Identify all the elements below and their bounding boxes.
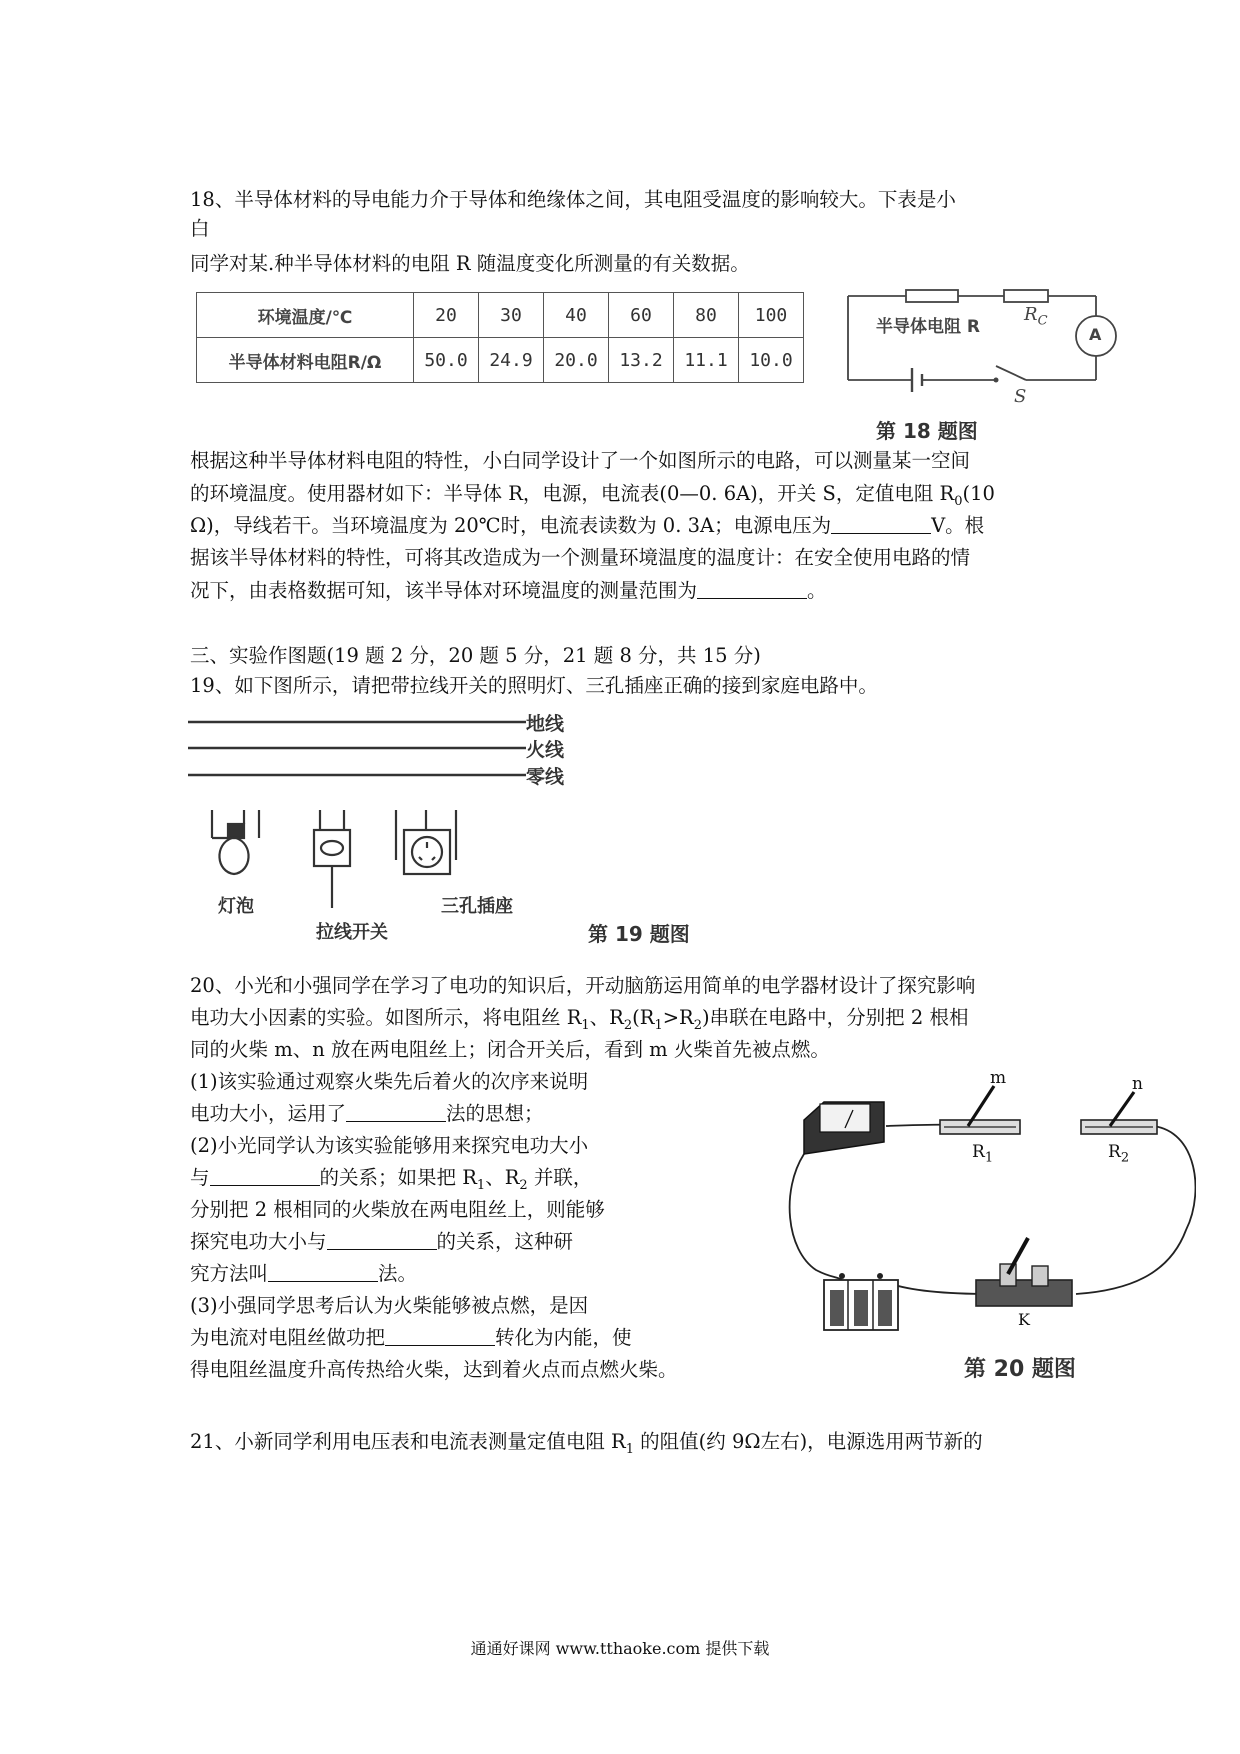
table-header-resistance: 半导体材料电阻R/Ω bbox=[197, 338, 414, 383]
q20-line3: 同的火柴 m、n 放在两电阻丝上；闭合开关后，看到 m 火柴首先被点燃。 bbox=[190, 1038, 830, 1061]
wire bbox=[790, 1154, 842, 1280]
q19-caption: 第 19 题图 bbox=[588, 922, 690, 946]
answer-blank-energy[interactable] bbox=[385, 1325, 495, 1346]
q21-line1: 21、小新同学利用电压表和电流表测量定值电阻 $R_1$ 的阻值(约 9Ω左右)，电源选用两节新的 bbox=[190, 1430, 983, 1457]
experiment-circuit-svg bbox=[776, 1080, 1196, 1340]
answer-blank-method[interactable] bbox=[346, 1101, 446, 1122]
r1-label: $R_1$ bbox=[972, 1142, 994, 1166]
q18-para2: 的环境温度。使用器材如下：半导体 R，电源，电流表(0—0. 6A)，开关 S，定值电阻 $R_0(10$ bbox=[190, 482, 995, 509]
knife-switch-icon bbox=[976, 1238, 1072, 1306]
table-cell: 100 bbox=[739, 293, 804, 338]
switch-label: S bbox=[1014, 386, 1027, 407]
table-cell: 20.0 bbox=[544, 338, 609, 383]
table-row bbox=[197, 338, 804, 383]
answer-blank-relation1[interactable] bbox=[210, 1165, 320, 1186]
table-cell: 13.2 bbox=[609, 338, 674, 383]
q20-circuit-figure bbox=[776, 1068, 1196, 1340]
ammeter-icon bbox=[804, 1102, 884, 1154]
q18-para4: 据该半导体材料的特性，可将其改造成为一个测量环境温度的温度计：在安全使用电路的情 bbox=[190, 546, 971, 569]
q18-line1: 18、半导体材料的导电能力介于导体和绝缘体之间，其电阻受温度的影响较大。下表是小 bbox=[190, 188, 956, 211]
pull-switch-label: 拉线开关 bbox=[316, 922, 388, 943]
battery-icon bbox=[824, 1273, 898, 1330]
table-row bbox=[197, 293, 804, 338]
table-cell: 11.1 bbox=[674, 338, 739, 383]
three-hole-socket-icon bbox=[396, 810, 456, 874]
q20-sub8: (3)小强同学思考后认为火柴能够被点燃，是因 bbox=[190, 1294, 589, 1317]
q18-circuit-figure bbox=[846, 282, 1136, 412]
table-cell: 60 bbox=[609, 293, 674, 338]
q20-sub4: 与 的关系；如果把 $R_1$、$R_2$ 并联， bbox=[190, 1166, 593, 1193]
socket-label: 三孔插座 bbox=[441, 896, 513, 917]
match-m-label: m bbox=[990, 1068, 1007, 1088]
table-header-temperature: 环境温度/℃ bbox=[197, 293, 414, 338]
table-cell: 80 bbox=[674, 293, 739, 338]
q20-sub1: (1)该实验通过观察火柴先后着火的次序来说明 bbox=[190, 1070, 589, 1093]
table-cell: 30 bbox=[479, 293, 544, 338]
q18-line2: 白 bbox=[190, 217, 210, 240]
q20-sub3: (2)小光同学认为该实验能够用来探究电功大小 bbox=[190, 1134, 589, 1157]
r2-label: $R_2$ bbox=[1108, 1142, 1130, 1166]
page-footer: 通通好课网 www.tthaoke.com 提供下载 bbox=[470, 1639, 770, 1658]
neutral-wire-label: 零线 bbox=[526, 766, 565, 788]
pull-switch-icon bbox=[314, 810, 350, 908]
q19-text: 19、如下图所示，请把带拉线开关的照明灯、三孔插座正确的接到家庭电路中。 bbox=[190, 674, 878, 697]
q18-para5: 况下，由表格数据可知，该半导体对环境温度的测量范围为 。 bbox=[190, 579, 827, 602]
table-cell: 20 bbox=[414, 293, 479, 338]
q20-caption: 第 20 题图 bbox=[964, 1357, 1076, 1382]
section3-title: 三、实验作图题(19 题 2 分，20 题 5 分，21 题 8 分，共 15 分) bbox=[190, 644, 761, 667]
match-n-label: n bbox=[1132, 1074, 1143, 1094]
q20-line2: 电功大小因素的实验。如图所示，将电阻丝 $R_1$、$R_2(R_1>R_2)$串联在电路中，分别把 2 根相 bbox=[190, 1006, 969, 1033]
table-cell: 10.0 bbox=[739, 338, 804, 383]
q18-para1: 根据这种半导体材料电阻的特性，小白同学设计了一个如图所示的电路，可以测量某一空间 bbox=[190, 449, 971, 472]
answer-blank-relation2[interactable] bbox=[327, 1229, 437, 1250]
bulb-label: 灯泡 bbox=[218, 896, 254, 917]
q20-sub10: 得电阻丝温度升高传热给火柴，达到着火点而点燃火柴。 bbox=[190, 1358, 678, 1381]
answer-blank-range[interactable] bbox=[697, 578, 807, 599]
q20-sub2: 电功大小，运用了 法的思想； bbox=[190, 1102, 544, 1125]
q20-sub9: 为电流对电阻丝做功把 转化为内能，使 bbox=[190, 1326, 632, 1349]
ammeter-icon: A bbox=[1089, 325, 1102, 344]
q20-sub6: 探究电功大小与 的关系，这种研 bbox=[190, 1230, 574, 1253]
q20-line1: 20、小光和小强同学在学习了电功的知识后，开动脑筋运用简单的电学器材设计了探究影响 bbox=[190, 974, 976, 997]
answer-blank-research-method[interactable] bbox=[268, 1261, 378, 1282]
table-cell: 40 bbox=[544, 293, 609, 338]
q19-wiring-figure bbox=[186, 712, 586, 952]
q18-caption: 第 18 题图 bbox=[876, 419, 978, 443]
q20-sub5: 分别把 2 根相同的火柴放在两电阻丝上，则能够 bbox=[190, 1198, 605, 1221]
circuit-diagram-svg bbox=[846, 282, 1136, 412]
answer-blank-voltage[interactable] bbox=[831, 513, 931, 534]
resistance-table bbox=[196, 292, 804, 383]
table-cell: 24.9 bbox=[479, 338, 544, 383]
switch-pivot-icon bbox=[994, 378, 999, 383]
table-cell: 50.0 bbox=[414, 338, 479, 383]
rc-label: $R_C$ bbox=[1024, 304, 1048, 329]
q20-sub7: 究方法叫 法。 bbox=[190, 1262, 418, 1285]
light-bulb-icon bbox=[212, 810, 259, 874]
switch-k-label: K bbox=[1018, 1310, 1030, 1329]
wire bbox=[1076, 1126, 1195, 1294]
resistor-r2-icon bbox=[1081, 1092, 1157, 1134]
ground-wire-label: 地线 bbox=[526, 713, 565, 735]
q18-line3: 同学对某.种半导体材料的电阻 R 随温度变化所测量的有关数据。 bbox=[190, 252, 750, 275]
semiconductor-resistor-label: 半导体电阻 R bbox=[876, 317, 981, 337]
q18-para3: Ω)，导线若干。当环境温度为 20℃时，电流表读数为 0. 3A；电源电压为 V。根 bbox=[190, 514, 985, 537]
live-wire-label: 火线 bbox=[526, 739, 565, 761]
resistor-r1-icon bbox=[940, 1086, 1020, 1134]
